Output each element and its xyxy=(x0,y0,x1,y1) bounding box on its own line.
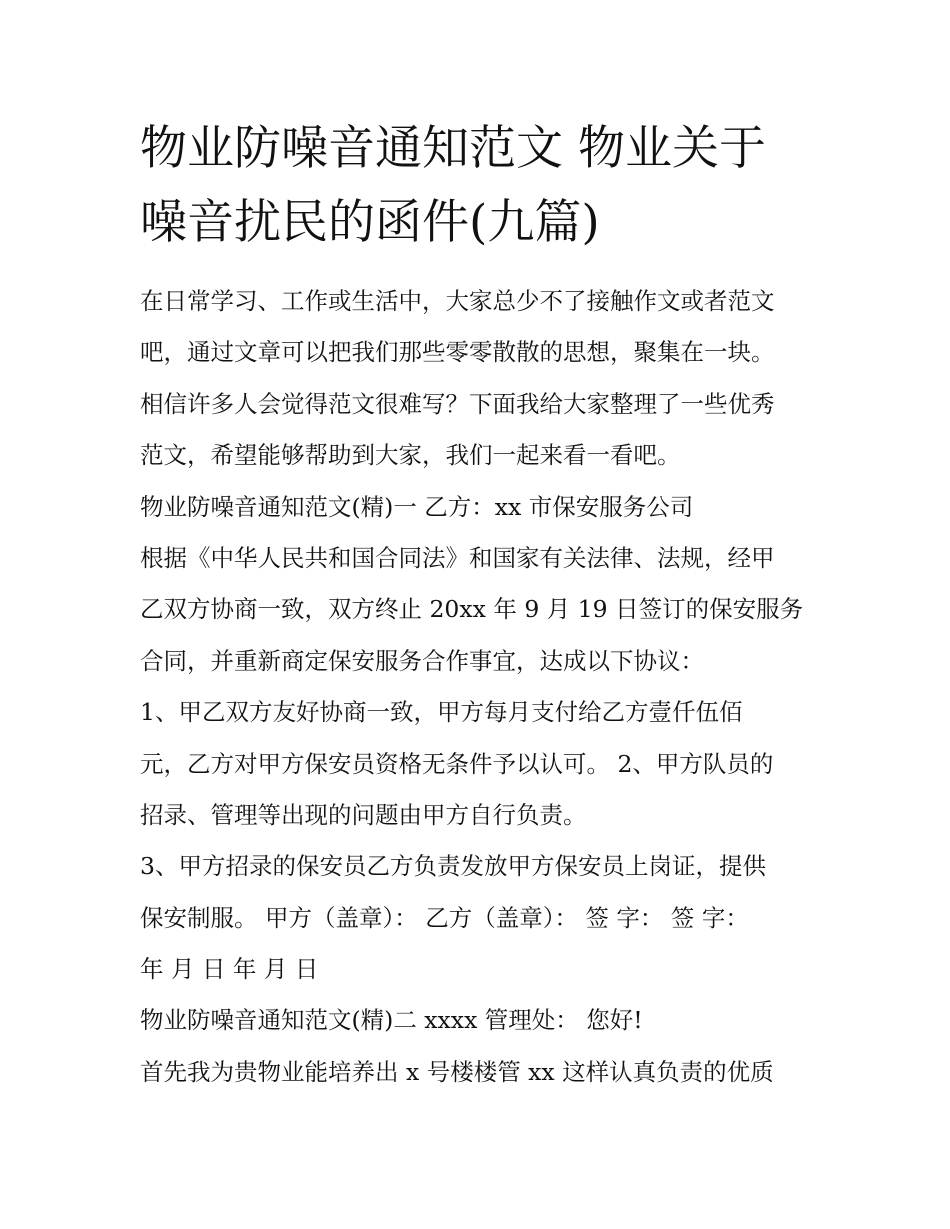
paragraph-line: 吧，通过文章可以把我们那些零零散散的思想，聚集在一块。 xyxy=(140,338,775,367)
title-line: 噪音扰民的函件(九篇) xyxy=(140,195,600,250)
paragraph-line: 年 月 日 年 月 日 xyxy=(140,955,319,984)
document-body xyxy=(140,276,840,1098)
paragraph-line: 根据《中华人民共和国合同法》和国家有关法律、法规，经甲 xyxy=(140,543,775,572)
paragraph-line: 保安制服。 甲方（盖章）： 乙方（盖章）： 签 字： 签 字： xyxy=(140,903,749,932)
paragraph-line: 范文，希望能够帮助到大家，我们一起来看一看吧。 xyxy=(140,441,681,470)
paragraph-line: 元，乙方对甲方保安员资格无条件予以认可。 2、甲方队员的 xyxy=(140,749,774,778)
paragraph-line: 物业防噪音通知范文(精)一 乙方：xx 市保安服务公司 xyxy=(140,492,694,521)
paragraph-line: 在日常学习、工作或生活中，大家总少不了接触作文或者范文 xyxy=(140,287,775,315)
paragraph-line: 招录、管理等出现的问题由甲方自行负责。 xyxy=(140,800,587,829)
title-line: 物业防噪音通知范文 物业关于 xyxy=(140,121,766,176)
paragraph-line: 合同，并重新商定保安服务合作事宜，达成以下协议： xyxy=(140,646,704,675)
paragraph-line: 首先我为贵物业能培养出 x 号楼楼管 xx 这样认真负责的优质 xyxy=(140,1057,774,1086)
paragraph-line: 3、甲方招录的保安员乙方负责发放甲方保安员上岗证，提供 xyxy=(140,852,766,881)
paragraph-line: 1、甲乙双方友好协商一致，甲方每月支付给乙方壹仟伍佰 xyxy=(140,698,743,727)
paragraph-line: 物业防噪音通知范文(精)二 xxxx 管理处： 您好! xyxy=(140,1006,643,1035)
paragraph-line: 相信许多人会觉得范文很难写？下面我给大家整理了一些优秀 xyxy=(140,389,775,418)
document-title xyxy=(140,112,840,260)
paragraph-line: 乙双方协商一致，双方终止 20xx 年 9 月 19 日签订的保安服务 xyxy=(140,595,804,624)
